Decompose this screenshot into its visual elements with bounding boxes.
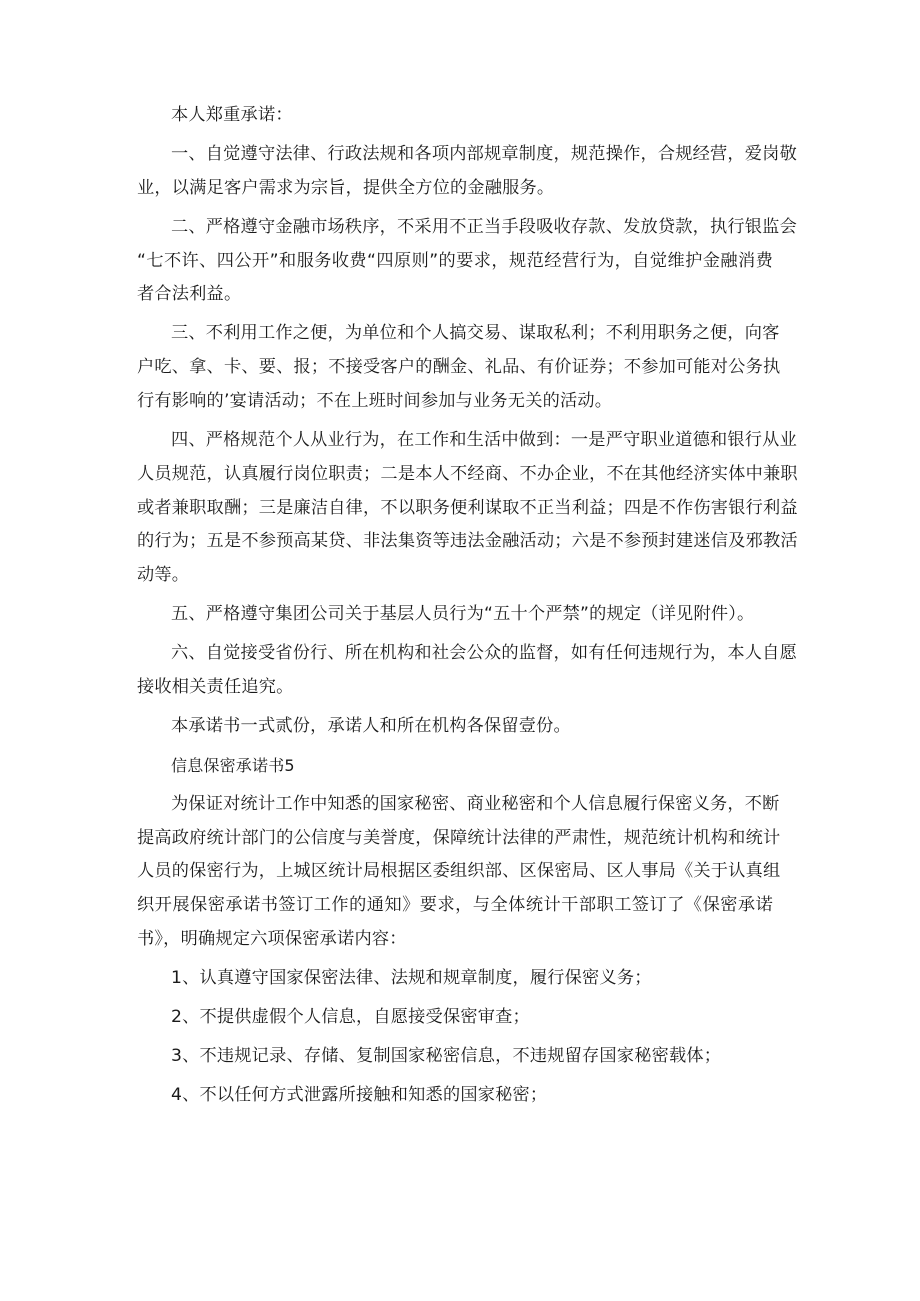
paragraph-line: 本人郑重承诺： [171, 105, 293, 125]
paragraph-line: 提高政府统计部门的公信度与美誉度，保障统计法律的严肃性，规范统计机构和统计 [137, 827, 781, 848]
paragraph-line: 者合法利益。 [137, 284, 242, 305]
paragraph-line: 3、不违规记录、存储、复制国家秘密信息，不违规留存国家秘密载体； [171, 1045, 722, 1066]
paragraph-item-2 [137, 211, 797, 312]
paragraph-line: 动等。 [137, 565, 190, 586]
paragraph-line: 本承诺书一式贰份，承诺人和所在机构各保留壹份。 [171, 715, 571, 736]
paragraph-line: 4、不以任何方式泄露所接触和知悉的国家秘密； [171, 1084, 548, 1105]
paragraph-line: “七不许、四公开”和服务收费“四原则”的要求，规范经营行为，自觉维护金融消费 [137, 250, 773, 271]
paragraph-line: 行有影响的’宴请活动；不在上班时间参加与业务无关的活动。 [137, 390, 613, 411]
paragraph-line: 织开展保密承诺书签订工作的通知》要求，与全体统计干部职工签订了《保密承诺 [137, 895, 773, 916]
paragraph-line: 四、严格规范个人从业行为，在工作和生活中做到：一是严守职业道德和银行从业 [171, 429, 797, 450]
paragraph-line: 接收相关责任追究。 [137, 676, 294, 697]
section-title-text: 信息保密承诺书5 [171, 755, 295, 775]
paragraph-item-5 [137, 598, 773, 632]
paragraph-line: 户吃、拿、卡、要、报；不接受客户的酬金、礼品、有价证券；不参加可能对公务执 [137, 357, 781, 378]
paragraph-line: 或者兼职取酬；三是廉洁自律，不以职务便利谋取不正当利益；四是不作伤害银行利益 [137, 497, 798, 518]
paragraph-line: 人员的保密行为，上城区统计局根据区委组织部、区保密局、区人事局《关于认真组 [137, 861, 781, 882]
paragraph-rule-3 [137, 1040, 773, 1074]
paragraph-line: 业，以满足客户需求为宗旨，提供全方位的金融服务。 [137, 177, 555, 198]
paragraph-line: 六、自觉接受省份行、所在机构和社会公众的监督，如有任何违规行为，本人自愿 [171, 643, 797, 664]
paragraph-line: 三、不利用工作之便，为单位和个人搞交易、谋取私利；不利用职务之便，向客 [171, 323, 780, 344]
paragraph-rule-4 [137, 1079, 773, 1113]
paragraph-rule-1 [137, 962, 773, 996]
paragraph-item-4 [137, 424, 798, 593]
paragraph-line: 一、自觉遵守法律、行政法规和各项内部规章制度，规范操作，合规经营，爱岗敬 [171, 143, 797, 164]
paragraph-intro [137, 99, 773, 133]
paragraph-line: 五、严格遵守集团公司关于基层人员行为“五十个严禁”的规定（详见附件）。 [171, 604, 755, 625]
paragraph-line: 为保证对统计工作中知悉的国家秘密、商业秘密和个人信息履行保密义务，不断 [171, 793, 780, 814]
paragraph-line: 1、认真遵守国家保密法律、法规和规章制度，履行保密义务； [171, 968, 652, 988]
paragraph-line: 二、严格遵守金融市场秩序，不采用不正当手段吸收存款、发放贷款，执行银监会 [171, 216, 797, 237]
paragraph-item-3 [137, 317, 781, 418]
paragraph-copies-note [137, 710, 773, 744]
paragraph-line: 书》，明确规定六项保密承诺内容： [137, 929, 407, 950]
paragraph-line: 2、不提供虚假个人信息，自愿接受保密审查； [171, 1006, 530, 1027]
section-title [137, 749, 773, 783]
paragraph-confidentiality-intro [137, 788, 781, 957]
document-body [137, 99, 798, 1113]
paragraph-line: 人员规范，认真履行岗位职责；二是本人不经商、不办企业，不在其他经济实体中兼职 [137, 463, 798, 484]
paragraph-line: 的行为；五是不参预高某贷、非法集资等违法金融活动；六是不参预封建迷信及邪教活 [137, 531, 798, 552]
paragraph-rule-2 [137, 1001, 773, 1035]
paragraph-item-6 [137, 637, 797, 705]
paragraph-item-1 [137, 138, 797, 206]
